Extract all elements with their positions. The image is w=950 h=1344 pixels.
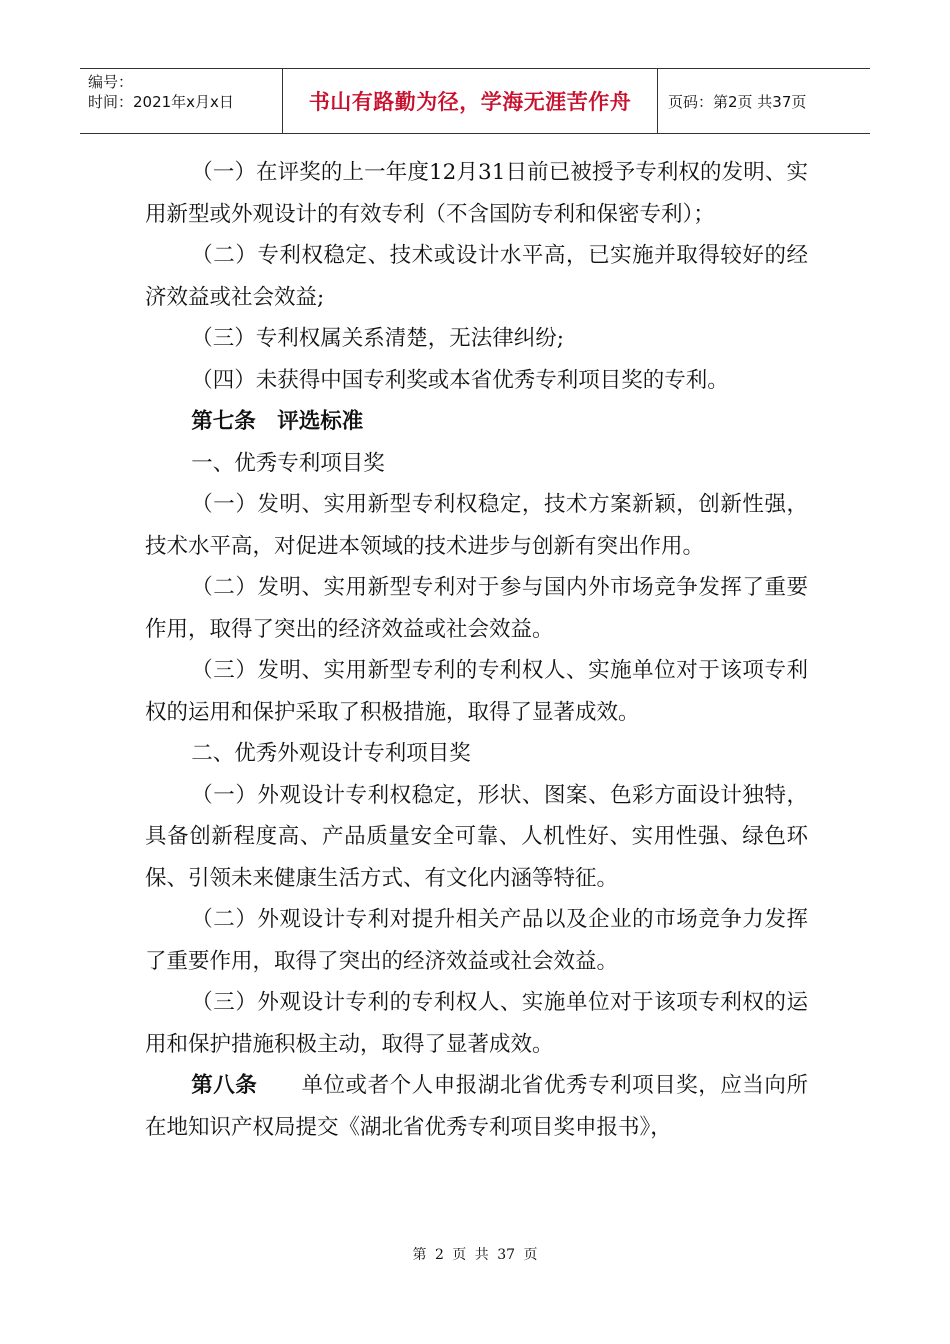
paragraph-1: （一）在评奖的上一年度12月31日前已被授予专利权的发明、实用新型或外观设计的有效专利（不含国防专利和保密专利）； [145,160,808,227]
time-label: 时间：2021年x月x日 [88,93,234,111]
section-1-item-3: （三）发明、实用新型专利的专利权人、实施单位对于该项专利权的运用和保护采取了积极措施，取得了显著成效。 [145,658,808,725]
section-2-item-3: （三）外观设计专利的专利权人、实施单位对于该项专利权的运用和保护措施积极主动，取得了显著成效。 [145,990,808,1057]
document-body [145,152,808,1148]
article-8-paragraph [145,1065,808,1148]
page-header [80,68,870,134]
paragraph-4: （四）未获得中国专利奖或本省优秀专利项目奖的专利。 [191,367,729,393]
article-7-heading: 第七条 评选标准 [191,409,364,434]
paragraph-3: （三）专利权属关系清楚，无法律纠纷; [191,326,564,351]
header-page-info: 页码：第2页 共37页 [668,92,807,111]
header-meta [80,69,283,133]
paragraph-2: （二）专利权稳定、技术或设计水平高，已实施并取得较好的经济效益或社会效益; [145,243,808,310]
section-2-item-2: （二）外观设计专利对提升相关产品以及企业的市场竞争力发挥了重要作用，取得了突出的经济效益或社会效益。 [145,907,808,974]
section-2-item-1: （一）外观设计专利权稳定，形状、图案、色彩方面设计独特，具备创新程度高、产品质量安全可靠、人机性好、实用性强、绿色环保、引领未来健康生活方式、有文化内涵等特征。 [145,782,808,891]
section-1-item-2: （二）发明、实用新型专利对于参与国内外市场竞争发挥了重要作用，取得了突出的经济效益或社会效益。 [145,575,808,642]
header-motto: 书山有路勤为径，学海无涯苦作舟 [283,69,658,133]
section-1-item-1: （一）发明、实用新型专利权稳定，技术方案新颖，创新性强，技术水平高，对促进本领域的技术进步与创新有突出作用。 [145,492,808,559]
article-8-label: 第八条 [191,1073,258,1098]
page-footer: 第 2 页 共 37 页 [412,1247,538,1263]
number-label: 编号： [88,73,134,91]
section-2-title: 二、优秀外观设计专利项目奖 [191,741,471,766]
article-8-text: 单位或者个人申报湖北省优秀专利项目奖，应当向所在地知识产权局提交《湖北省优秀专利项目奖申报书》， [145,1073,808,1140]
section-1-title: 一、优秀专利项目奖 [191,450,385,476]
